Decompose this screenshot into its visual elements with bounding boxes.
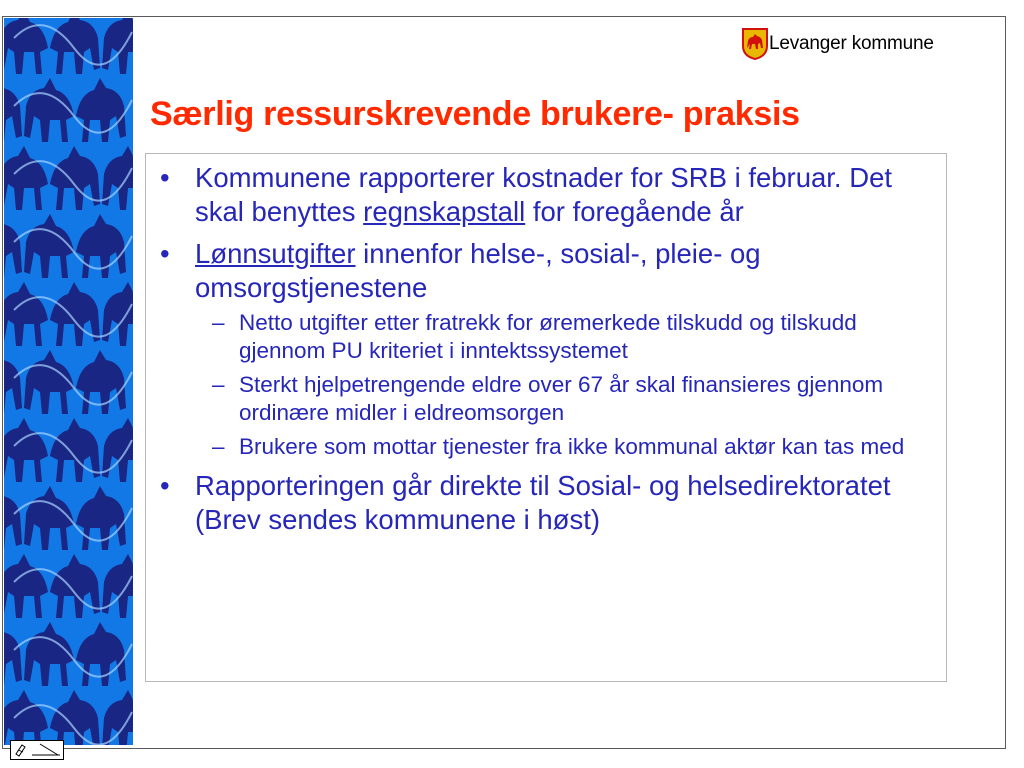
sub-bullet-item [195, 371, 936, 427]
sub-bullet-item [195, 433, 936, 461]
dash-marker: – [212, 372, 225, 397]
sub-bullet-text: Netto utgifter etter fratrekk for øremerkede tilskudd og tilskudd gjennom PU kriteriet i inntektssystemet [239, 310, 857, 363]
bullet-text: Kommunene rapporterer kostnader for SRB i februar. Det skal benyttes [195, 162, 893, 227]
bullet-marker: • [160, 162, 170, 193]
bullet-marker: • [160, 238, 170, 269]
underlined-term: regnskapstall [363, 196, 526, 227]
bullet-item [146, 469, 936, 537]
bullet-marker: • [160, 470, 170, 501]
content-box [145, 153, 947, 682]
underlined-term: Lønnsutgifter [195, 238, 356, 269]
sub-bullet-list [195, 309, 936, 461]
sub-bullet-text: Brukere som mottar tjenester fra ikke kommunal aktør kan tas med [239, 434, 905, 459]
bullet-text: for foregående år [525, 196, 744, 227]
bullet-text: Rapporteringen går direkte til Sosial- og helsedirektoratet (Brev sendes kommunene i høst) [195, 470, 891, 535]
bullet-item [146, 237, 936, 461]
slide-title: Særlig ressurskrevende brukere- praksis [150, 95, 800, 133]
bullet-list [146, 154, 946, 537]
dash-marker: – [212, 310, 225, 335]
logo-text: Levanger kommune [769, 33, 934, 54]
dash-marker: – [212, 434, 225, 459]
decorative-horse-strip [4, 18, 133, 745]
bullet-item [146, 161, 936, 229]
horse-pattern-image [4, 18, 133, 745]
sub-bullet-text: Sterkt hjelpetrengende eldre over 67 år skal finansieres gjennom ordinære midler i eldreomsorgen [239, 372, 884, 425]
speaker-notes-icon[interactable] [10, 740, 64, 760]
levanger-logo [742, 28, 934, 60]
bullet-text: innenfor helse-, sosial-, pleie- og omsorgstjenestene [195, 238, 761, 303]
sub-bullet-item [195, 309, 936, 365]
horse-shield-icon [742, 28, 768, 60]
